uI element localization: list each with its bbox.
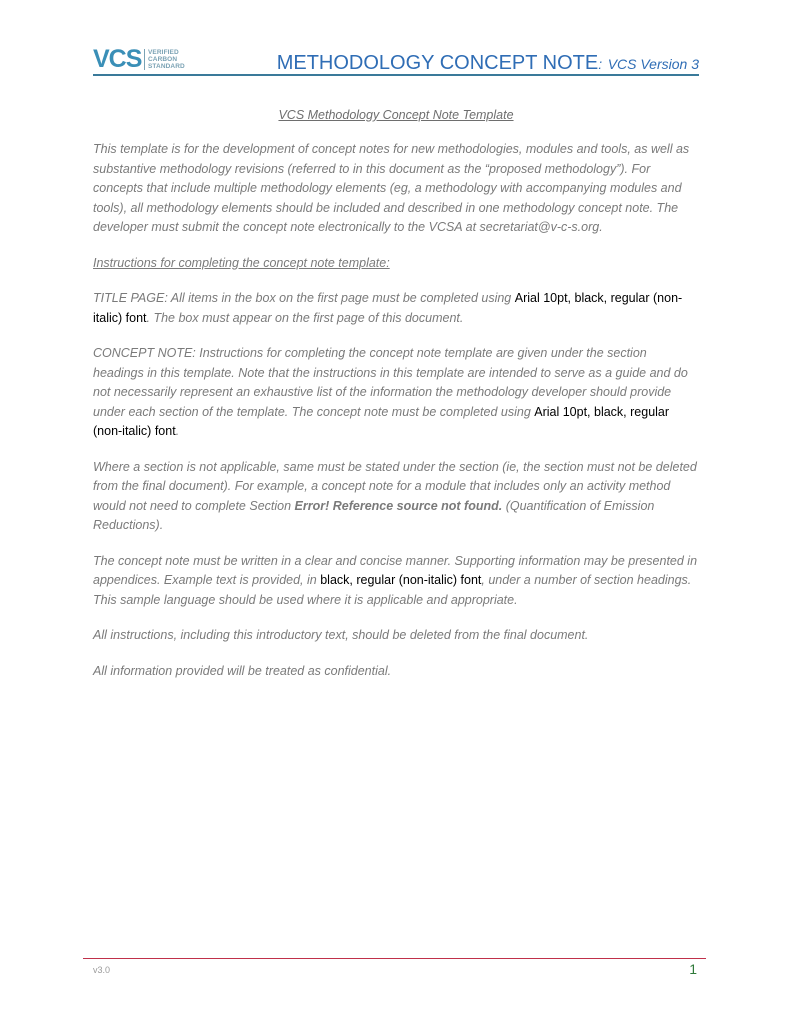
title-page-font-spec: Arial 10pt, black, regular (non-italic) font [93, 291, 683, 325]
page-header [93, 44, 699, 77]
logo-sub-line-1: VERIFIED [148, 49, 179, 56]
vcs-logo [93, 46, 189, 72]
page-number: 1 [689, 961, 697, 977]
document-body [93, 108, 699, 697]
reference-error: Error! Reference source not found. [294, 498, 503, 513]
delete-instructions-paragraph: All instructions, including this introductory text, should be deleted from the final document. [93, 628, 589, 642]
concise-paragraph [93, 552, 699, 611]
concept-note-paragraph [93, 344, 699, 442]
header-version: VCS Version 3 [607, 56, 699, 72]
title-page-text-a: TITLE PAGE: All items in the box on the first page must be completed using [93, 291, 515, 305]
instructions-heading: Instructions for completing the concept note template: [93, 255, 390, 270]
logo-divider [144, 49, 145, 70]
concise-text-b: , under a number of section headings. This sample language should be used where it is applicable and appropriate. [93, 573, 692, 607]
title-page-paragraph [93, 289, 699, 328]
header-title [277, 52, 699, 75]
header-title-text: METHODOLOGY CONCEPT NOTE [276, 52, 599, 74]
header-version-sep: : [598, 56, 603, 72]
concise-font-spec: black, regular (non-italic) font [320, 573, 482, 587]
concept-font-spec: Arial 10pt, black, regular (non-italic) font [93, 404, 670, 438]
logo-subtitle [148, 49, 185, 70]
where-text-b: (Quantification of Emission Reductions). [93, 498, 655, 532]
document-title: VCS Methodology Concept Note Template [278, 108, 514, 122]
logo-sub-line-3: STANDARD [148, 63, 185, 70]
concept-text-b: . [175, 424, 180, 438]
footer-rule [83, 958, 706, 959]
concept-text-a: CONCEPT NOTE: Instructions for completing the concept note template are given under the section headings in this template. Note that the instructions in this template are intended to serve as a guide and do not necessarily represent an exhaustive list of the information the methodology developer should provide under each section of the template. The concept note must be completed using [93, 346, 688, 419]
header-rule [93, 74, 699, 76]
title-page-text-b: . The box must appear on the first page of this document. [146, 310, 464, 325]
footer-version: v3.0 [93, 965, 111, 975]
logo-text: VCS [93, 45, 142, 73]
not-applicable-paragraph [93, 458, 699, 536]
where-text-a: Where a section is not applicable, same must be stated under the section (ie, the section must not be deleted from the final document). For example, a concept note for a module that includes only an activity method would not need to complete Section [93, 459, 697, 513]
intro-paragraph: This template is for the development of concept notes for new methodologies, modules and tools, as well as substantive methodology revisions (referred to in this document as the “proposed methodology”). For concepts that include multiple methodology elements (eg, a methodology with accompanying modules and tools), all methodology elements should be included and described in one methodology concept note. The developer must submit the concept note electronically to the VCSA at secretariat@v-c-s.org. [93, 142, 690, 234]
concise-text-a: The concept note must be written in a clear and concise manner. Supporting information may be presented in appendices. Example text is provided, in [93, 553, 698, 587]
logo-sub-line-2: CARBON [148, 56, 178, 63]
confidential-paragraph: All information provided will be treated as confidential. [93, 663, 392, 678]
